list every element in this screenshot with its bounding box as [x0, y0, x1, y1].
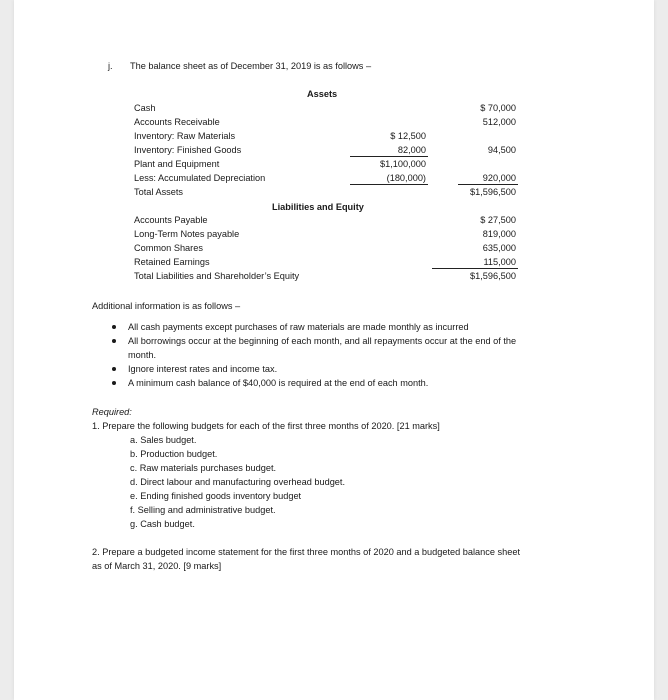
- budget-item: a. Sales budget.: [130, 435, 197, 445]
- asset-subvalue: $ 12,500: [390, 131, 426, 141]
- question-2-continued: as of March 31, 2020. [9 marks]: [92, 561, 222, 571]
- bullet-icon: [112, 325, 116, 329]
- asset-subvalue: (180,000): [386, 173, 426, 183]
- liability-value: 635,000: [482, 243, 516, 253]
- asset-label: Cash: [134, 103, 156, 113]
- question-2: 2. Prepare a budgeted income statement for the first three months of 2020 and a budgeted balance sheet: [92, 547, 521, 557]
- asset-subvalue: 82,000: [397, 145, 426, 155]
- intro-text: The balance sheet as of December 31, 2019 is as follows –: [130, 61, 372, 71]
- liability-value: $ 27,500: [480, 215, 516, 225]
- asset-total-value: 512,000: [482, 117, 516, 127]
- document-page: [14, 0, 654, 700]
- budget-item: b. Production budget.: [130, 449, 218, 459]
- budget-item: g. Cash budget.: [130, 519, 195, 529]
- bullet-text: All borrowings occur at the beginning of each month, and all repayments occur at the end of the: [128, 336, 517, 346]
- bullet-text-continued: month.: [128, 350, 157, 360]
- asset-label: Inventory: Raw Materials: [134, 131, 236, 141]
- document-content: [14, 0, 654, 700]
- asset-label: Less: Accumulated Depreciation: [134, 173, 266, 183]
- liability-label: Retained Earnings: [134, 257, 210, 267]
- budget-item: f. Selling and administrative budget.: [130, 505, 276, 515]
- asset-label: Plant and Equipment: [134, 159, 220, 169]
- total-underline: [458, 184, 518, 185]
- bullet-icon: [112, 367, 116, 371]
- liability-value: $1,596,500: [470, 271, 516, 281]
- asset-label: Accounts Receivable: [134, 117, 220, 127]
- bullet-text: All cash payments except purchases of raw materials are made monthly as incurred: [128, 322, 469, 332]
- bullet-text: Ignore interest rates and income tax.: [128, 364, 278, 374]
- asset-label: Total Assets: [134, 187, 184, 197]
- budget-item: d. Direct labour and manufacturing overhead budget.: [130, 477, 346, 487]
- asset-label: Inventory: Finished Goods: [134, 145, 242, 155]
- liability-value: 819,000: [482, 229, 516, 239]
- bullet-text: A minimum cash balance of $40,000 is required at the end of each month.: [128, 378, 429, 388]
- question-1: 1. Prepare the following budgets for each of the first three months of 2020. [21 marks]: [92, 421, 440, 431]
- total-underline: [432, 268, 518, 269]
- assets-heading: Assets: [307, 89, 338, 99]
- additional-heading: Additional information is as follows –: [92, 301, 241, 311]
- budget-item: e. Ending finished goods inventory budget: [130, 491, 302, 501]
- liability-label: Accounts Payable: [134, 215, 208, 225]
- required-heading: Required:: [92, 407, 132, 417]
- liability-label: Total Liabilities and Shareholder’s Equity: [134, 271, 300, 281]
- liability-label: Long-Term Notes payable: [134, 229, 240, 239]
- asset-total-value: $ 70,000: [480, 103, 516, 113]
- subtotal-underline: [350, 184, 428, 185]
- bullet-icon: [112, 381, 116, 385]
- asset-total-value: 920,000: [482, 173, 516, 183]
- bullet-icon: [112, 339, 116, 343]
- asset-total-value: $1,596,500: [470, 187, 516, 197]
- liability-value: 115,000: [483, 257, 516, 267]
- asset-total-value: 94,500: [487, 145, 516, 155]
- liabilities-heading: Liabilities and Equity: [272, 202, 364, 212]
- asset-subvalue: $1,100,000: [380, 159, 426, 169]
- liability-label: Common Shares: [134, 243, 203, 253]
- section-marker: j.: [108, 61, 113, 71]
- subtotal-underline: [350, 156, 428, 157]
- budget-item: c. Raw materials purchases budget.: [130, 463, 277, 473]
